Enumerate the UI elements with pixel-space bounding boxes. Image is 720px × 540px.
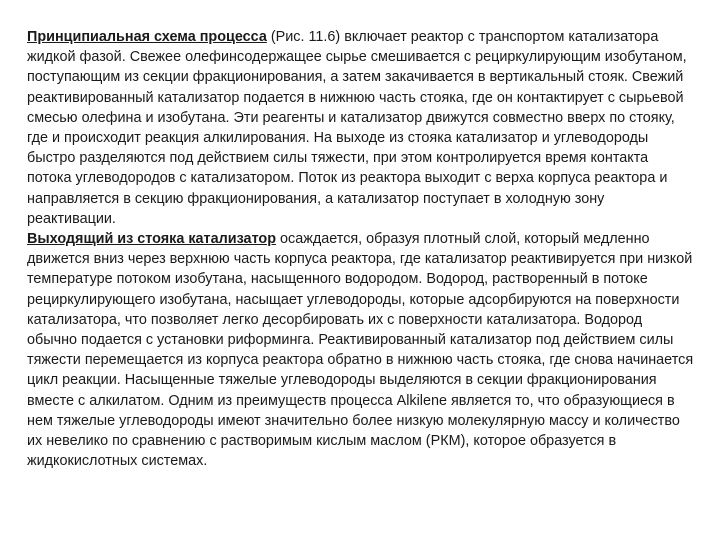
paragraph-text-catalyst-exit: осаждается, образуя плотный слой, который медленно движется вниз через верхнюю часть корпуса реактора, где катализатор реактивируется при низкой температуре потоком изобутана, насыщенного водородом. Водород, растворенный в потоке рециркулирующего изобутана, насыщает углеводороды, которые адсорбируются на поверхности катализатора, что позволяет легко десорбировать их с поверхности катализатора. Водород обычно подается с установки риформинга. Реактивированный катализатор под действием силы тяжести перемещается из корпуса реактора обратно в нижнюю часть стояка, где снова начинается цикл реакции. Насыщенные тяжелые углеводороды выделяются в секции фракционирования вместе с алкилатом. Одним из преимуществ процесса Alkilene является то, что образующиеся в нем тяжелые углеводороды имеют значительно более низкую молекулярную массу и количество их невелико по сравнению с растворимым кислым маслом (РКМ), которое образуется в жидкокислотных системах. [27, 231, 694, 470]
paragraph-catalyst-exit [27, 229, 695, 471]
paragraph-heading-process-scheme: Принципиальная схема процесса [27, 29, 267, 45]
paragraph-text-process-scheme: (Рис. 11.6) включает реактор с транспортом катализатора жидкой фазой. Свежее олефинсодержащее сырье смешивается с рециркулирующим изобутаном, поступающим из секции фракционирования, а затем закачивается в вертикальный стояк. Свежий реактивированный катализатор подается в нижнюю часть стояка, где он контактирует с сырьевой смесью олефина и изобутана. Эти реагенты и катализатор движутся совместно вверх по стояку, где и происходит реакция алкилирования. На выходе из стояка катализатор и углеводороды быстро разделяются под действием силы тяжести, при этом контролируется время контакта потока углеводородов с катализатором. Поток из реактора выходит с верха корпуса реактора и направляется в секцию фракционирования, а катализатор поступает в холодную зону реактивации. [27, 29, 687, 227]
document-body [27, 27, 695, 471]
paragraph-process-scheme [27, 27, 695, 229]
paragraph-heading-catalyst-exit: Выходящий из стояка катализатор [27, 231, 277, 248]
